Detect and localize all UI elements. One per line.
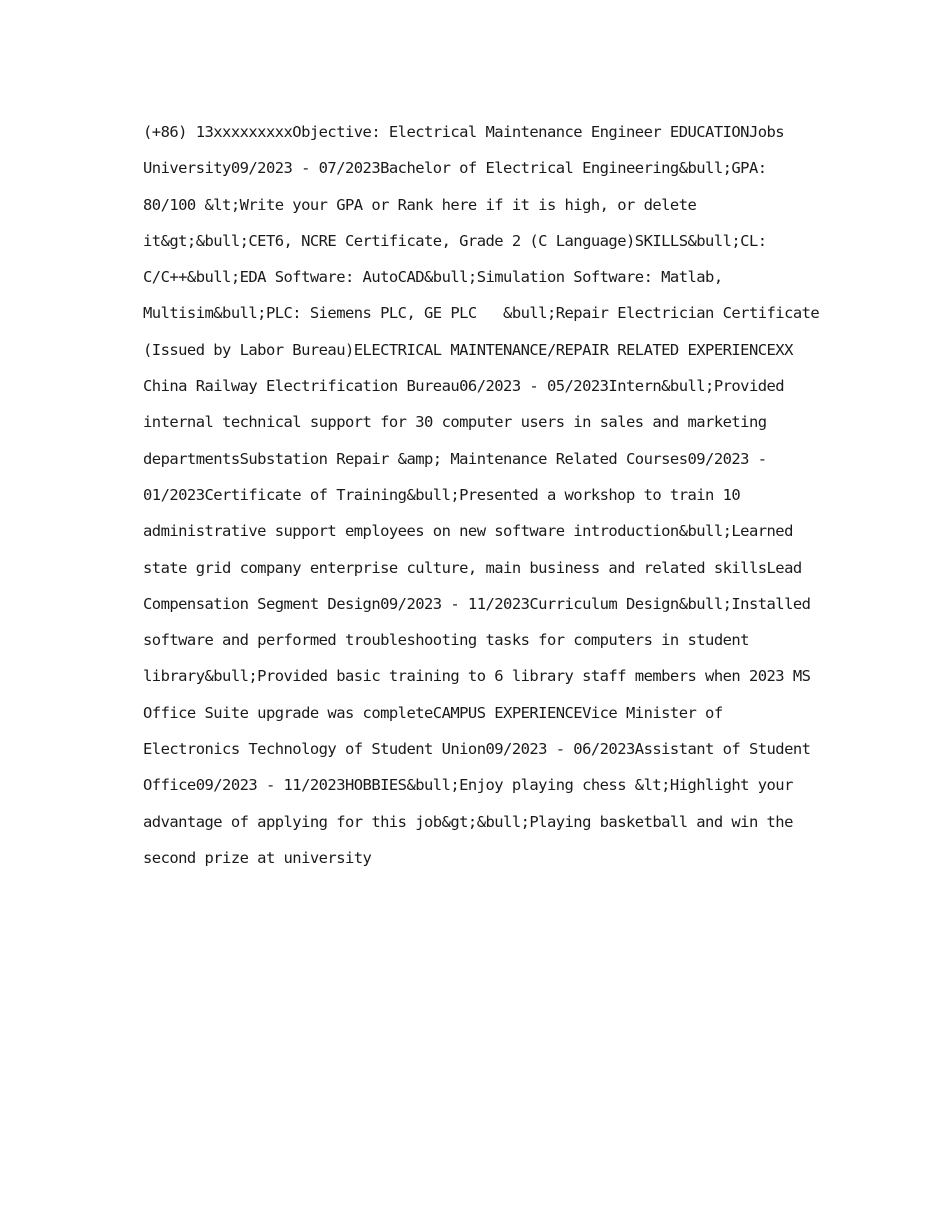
resume-body-text: (+86) 13xxxxxxxxxObjective: Electrical Maintenance Engineer EDUCATIONJobs University09/2023 - 07/2023Bachelor of Electrical Engineering&bull;GPA: 80/100 &lt;Write your GPA or Rank here if it is high, or delete it&gt;&bull;CET6, NCRE Certificate, Grade 2 (C Language)SKILLS&bull;CL: C/C++&bull;EDA Software: AutoCAD&bull;Simulation Software: Matlab, Multisim&bull;PLC: Siemens PLC, GE PLC &bull;Repair Electrician Certificate (Issued by Labor Bureau)ELECTRICAL MAINTENANCE/REPAIR RELATED EXPERIENCEXX China Railway Electrification Bureau06/2023 - 05/2023Intern&bull;Provided internal technical support for 30 computer users in sales and marketing departmentsSubstation Repair &amp; Maintenance Related Courses09/2023 - 01/2023Certificate of Training&bull;Presented a workshop to train 10 administrative support employees on new software introduction&bull;Learned state grid company enterprise culture, main business and related skillsLead Compensation Segment Design09/2023 - 11/2023Curriculum Design&bull;Installed software and performed troubleshooting tasks for computers in student library&bull;Provided basic training to 6 library staff members when 2023 MS Office Suite upgrade was completeCAMPUS EXPERIENCEVice Minister of Electronics Technology of Student Union09/2023 - 06/2023Assistant of Student Office09/2023 - 11/2023HOBBIES&bull;Enjoy playing chess &lt;Highlight your advantage of applying for this job&gt;&bull;Playing basketball and win the second prize at university xyxy=(143,123,828,867)
